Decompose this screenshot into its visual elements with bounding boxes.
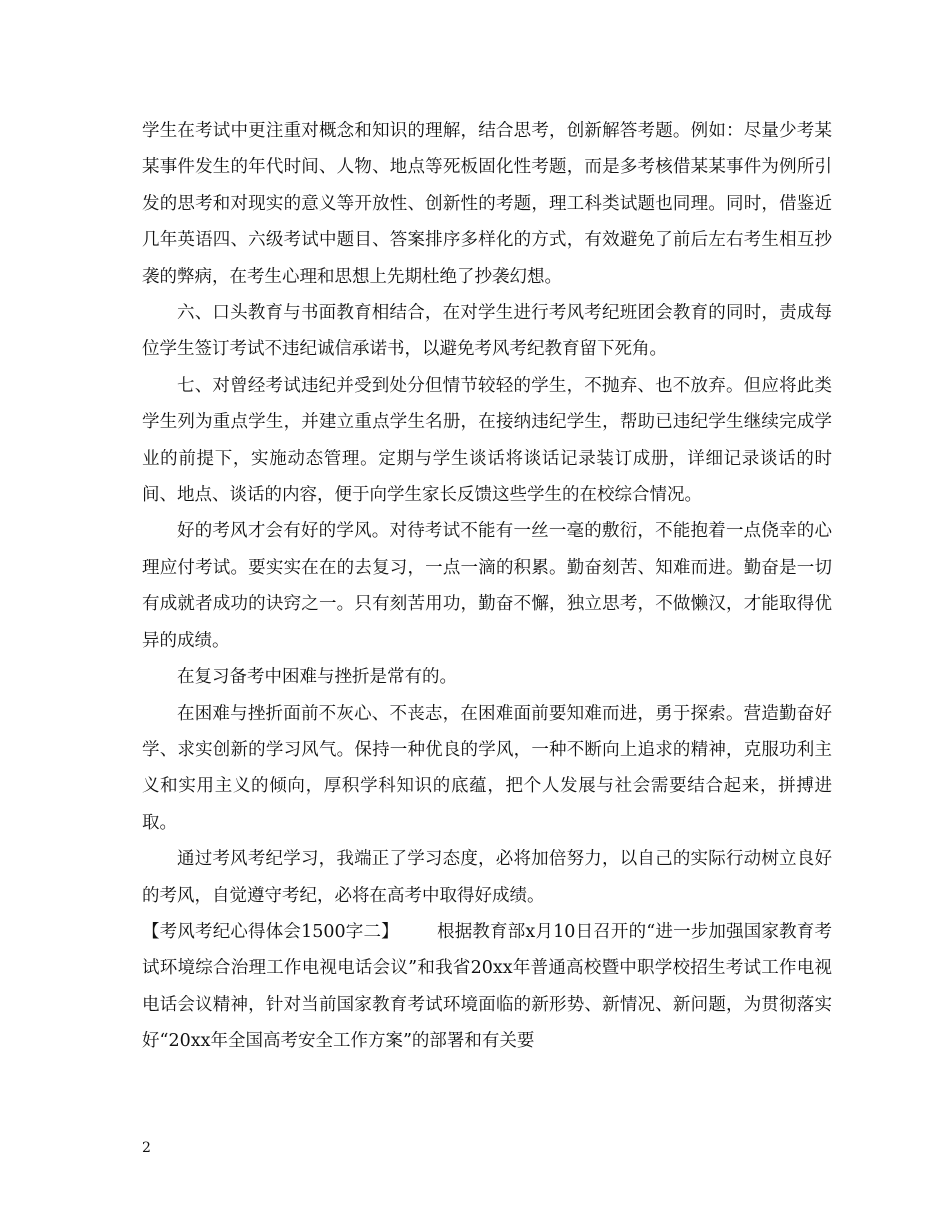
section-two-text: 根据教育部x月10日召开的“进一步加强国家教育考试环境综合治理工作电视电话会议”和我省20xx年普通高校暨中职学校招生考试工作电视电话会议精神，针对当前国家教育考试环境面临的新形势、新情况、新问题，为贯彻落实好“20xx年全国高考安全工作方案”的部署和有关要 [142, 921, 832, 1052]
paragraph-six: 六、口头教育与书面教育相结合，在对学生进行考风考纪班团会教育的同时，责成每位学生签订考试不违纪诚信承诺书，以避免考风考纪教育留下死角。 [142, 303, 832, 360]
section-two-paragraph [142, 914, 832, 1060]
paragraph-review: 在复习备考中困难与挫折是常有的。 [177, 667, 457, 688]
paragraph-difficulty: 在困难与挫折面前不灰心、不丧志，在困难面前要知难而进，勇于探索。营造勤奋好学、求实创新的学习风气。保持一种优良的学风，一种不断向上追求的精神，克服功利主义和实用主义的倾向，厚积学科知识的底蕴，把个人发展与社会需要结合起来，拼搏进取。 [142, 703, 832, 833]
section-two-heading: 【考风考纪心得体会1500字二】 [142, 921, 399, 942]
paragraph-seven: 七、对曾经考试违纪并受到处分但情节较轻的学生，不抛弃、也不放弃。但应将此类学生列为重点学生，并建立重点学生名册，在接纳违纪学生，帮助已违纪学生继续完成学业的前提下，实施动态管理。定期与学生谈话将谈话记录装订成册，详细记录谈话的时间、地点、谈话的内容，便于向学生家长反馈这些学生的在校综合情况。 [142, 375, 832, 506]
paragraph-good-exam-style: 好的考风才会有好的学风。对待考试不能有一丝一毫的敷衍，不能抱着一点侥幸的心理应付考试。要实实在在的去复习，一点一滴的积累。勤奋刻苦、知难而进。勤奋是一切有成就者成功的诀窍之一。只有刻苦用功，勤奋不懈，独立思考，不做懒汉，才能取得优异的成绩。 [142, 521, 832, 651]
paragraph-through-study: 通过考风考纪学习，我端正了学习态度，必将加倍努力，以自己的实际行动树立良好的考风，自觉遵守考纪，必将在高考中取得好成绩。 [142, 849, 832, 906]
page-number: 2 [142, 1140, 151, 1156]
paragraph-continuation: 学生在考试中更注重对概念和知识的理解，结合思考，创新解答考题。例如：尽量少考某某事件发生的年代时间、人物、地点等死板固化性考题，而是多考核借某某事件为例所引发的思考和对现实的意义等开放性、创新性的考题，理工科类试题也同理。同时，借鉴近几年英语四、六级考试中题目、答案排序多样化的方式，有效避免了前后左右考生相互抄袭的弊病，在考生心理和思想上先期杜绝了抄袭幻想。 [142, 121, 832, 287]
document-body [142, 113, 832, 1060]
